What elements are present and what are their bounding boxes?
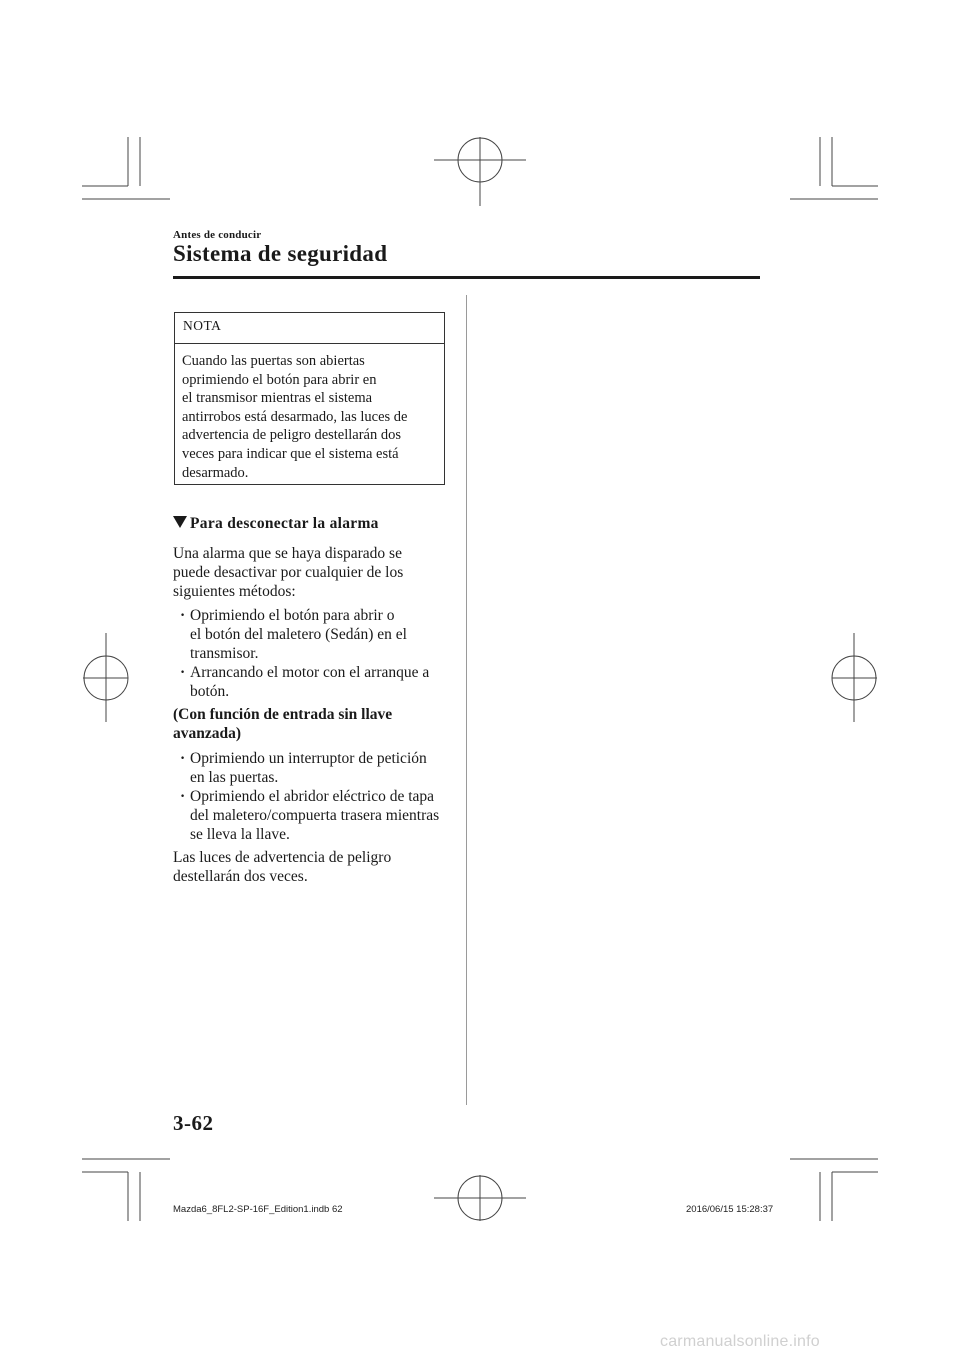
keyless-heading: (Con función de entrada sin llave avanzada) (173, 706, 393, 742)
note-line: veces para indicar que el sistema está (182, 445, 399, 462)
method-list-1 (181, 606, 446, 701)
intro-paragraph (173, 544, 453, 601)
note-line: oprimiendo el botón para abrir en (182, 371, 377, 388)
note-title: NOTA (183, 318, 222, 333)
method-list-2 (181, 749, 446, 844)
intro-line: siguientes métodos: (173, 583, 296, 600)
page-number: 3-62 (173, 1111, 214, 1135)
title-rule (173, 276, 760, 279)
footer-timestamp: 2016/06/15 15:28:37 (686, 1204, 774, 1215)
list-item: · Arrancando el motor con el arranque a botón. (181, 663, 446, 701)
watermark: carmanualsonline.info (660, 1333, 820, 1350)
list-item: · Oprimiendo el botón para abrir o el botón del maletero (Sedán) en el transmisor. (181, 606, 446, 663)
list-item: · Oprimiendo el abridor eléctrico de tapa del maletero/compuerta trasera mientras se lleva la llave. (181, 787, 446, 844)
note-line: antirrobos está desarmado, las luces de (182, 408, 408, 425)
note-line: desarmado. (182, 464, 249, 481)
note-line: Cuando las puertas son abiertas (182, 353, 365, 369)
subheading-text: Para desconectar la alarma (190, 515, 379, 532)
intro-line: puede desactivar por cualquier de los (173, 564, 404, 581)
page-title: Sistema de seguridad (173, 241, 388, 266)
note-line: el transmisor mientras el sistema (182, 390, 373, 407)
subheading (173, 515, 379, 533)
intro-line: Una alarma que se haya disparado se (173, 545, 402, 562)
closing-paragraph: Las luces de advertencia de peligro destellarán dos veces. (173, 849, 392, 885)
note-box (174, 312, 445, 485)
note-separator (175, 343, 444, 344)
note-text (182, 352, 442, 482)
footer-filename: Mazda6_8FL2-SP-16F_Edition1.indb 62 (173, 1204, 343, 1215)
triangle-down-icon (173, 516, 187, 528)
column-divider (466, 295, 467, 1105)
note-line: advertencia de peligro destellarán dos (182, 427, 402, 444)
list-item: · Oprimiendo un interruptor de petición en las puertas. (181, 749, 446, 787)
section-label: Antes de conducir (173, 229, 262, 241)
